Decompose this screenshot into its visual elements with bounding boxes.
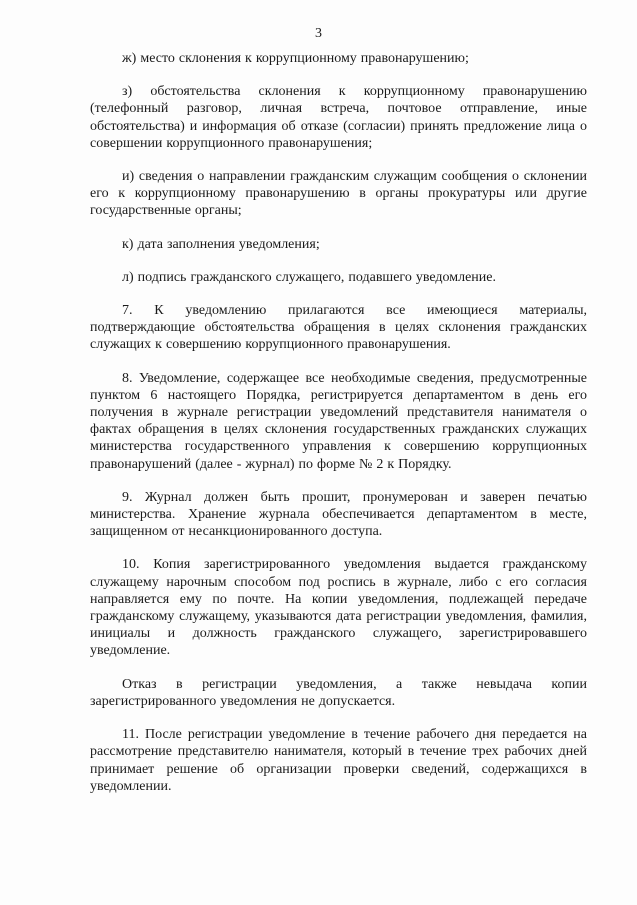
document-body bbox=[90, 50, 587, 811]
paragraph-clause-10-refusal: Отказ в регистрации уведомления, а также невыдача копии зарегистрированного уведомления не допускается. bbox=[90, 676, 587, 709]
page-number: 3 bbox=[315, 26, 322, 41]
paragraph-clause-10: 10. Копия зарегистрированного уведомления выдается гражданскому служащему нарочным способом под роспись в журнале, либо с его согласия направляется ему по почте. На копии уведомления, подлежащей передаче гражданскому служащему, указываются дата регистрации уведомления, фамилия, инициалы и должность гражданского служащего, зарегистрировавшего уведомление. bbox=[90, 557, 587, 659]
paragraph-clause-8: 8. Уведомление, содержащее все необходимые сведения, предусмотренные пунктом 6 настоящего Порядка, регистрируется департаментом в день его получения в журнале регистрации уведомлений представителя нанимателя о фактах обращения в целях склонения государственных гражданских служащих министерства государственного управления к совершению коррупционных правонарушений (далее - журнал) по форме № 2 к Порядку. bbox=[90, 370, 587, 472]
paragraph-clause-9: 9. Журнал должен быть прошит, пронумерован и заверен печатью министерства. Хранение журнала обеспечивается департаментом в месте, защищенном от несанкционированного доступа. bbox=[90, 489, 587, 540]
paragraph-item-zh: ж) место склонения к коррупционному правонарушению; bbox=[122, 51, 469, 66]
paragraph-clause-11: 11. После регистрации уведомление в течение рабочего дня передается на рассмотрение представителю нанимателя, который в течение трех рабочих дней принимает решение об организации проверки сведений, содержащихся в уведомлении. bbox=[90, 727, 587, 794]
paragraph-clause-7: 7. К уведомлению прилагаются все имеющиеся материалы, подтверждающие обстоятельства обращения в целях склонения гражданских служащих к совершению коррупционного правонарушения. bbox=[90, 303, 587, 353]
paragraph-item-i: и) сведения о направлении гражданским служащим сообщения о склонении его к коррупционному правонарушению в органы прокуратуры или другие государственные органы; bbox=[90, 169, 587, 219]
paragraph-item-l: л) подпись гражданского служащего, подавшего уведомление. bbox=[122, 269, 496, 285]
paragraph-item-z: з) обстоятельства склонения к коррупционному правонарушению (телефонный разговор, личная встреча, почтовое отправление, иные обстоятельства) и информация об отказе (согласии) принять предложение лица о совершении коррупционного правонарушения; bbox=[90, 84, 587, 151]
paragraph-item-k: к) дата заполнения уведомления; bbox=[122, 236, 320, 252]
